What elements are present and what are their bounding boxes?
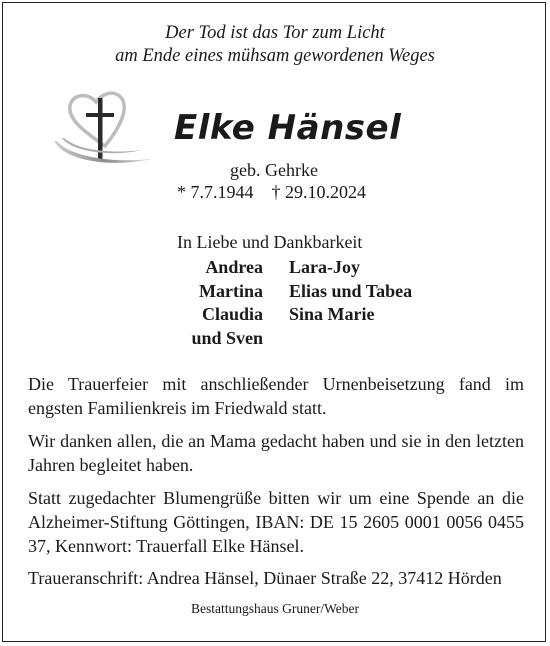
life-dates [177,181,366,203]
funeral-paragraph: Die Trauerfeier mit anschließender Urnenbeisetzung fand im engsten Familienkreis im Friedwald statt. [28,374,524,418]
mourner-name: Andrea [205,257,263,277]
mourners-right-column [289,256,412,327]
motto-line-1: Der Tod ist das Tor zum Licht [165,23,385,43]
mourner-name: Sina Marie [289,304,375,324]
mourner-name: Martina [199,280,263,301]
motto-line-2: am Ende eines mühsam gewordenen Weges [115,46,435,66]
birth-date: * 7.7.1944 [177,182,254,202]
heart-outline [70,93,124,146]
mourner-name: Elias und Tabea [289,280,413,301]
death-date: † 29.10.2024 [271,182,366,202]
cross-horizontal [86,113,114,117]
mourners-left-column [160,256,263,350]
mourner-name: Lara-Joy [289,257,360,277]
mourner-name: und Sven [191,327,263,348]
gratitude-paragraph: Wir danken allen, die an Mama gedacht haben und sie in den letzten Jahren begleitet haben. [28,431,524,475]
undertaker-credit: Bestattungshaus Gruner/Weber [191,601,359,616]
mourner-name: Claudia [201,304,263,324]
deceased-name: Elke Hänsel [174,108,402,148]
mourners-intro: In Liebe und Dankbarkeit [177,232,363,252]
donation-paragraph: Statt zugedachter Blumengrüße bitten wir um eine Spende an die Alzheimer-Stiftung Göttingen, IBAN: DE 15 2605 0001 0056 0455 37, Kennwort: Trauerfall Elke Hänsel. [28,488,524,556]
birth-name: geb. Gehrke [230,160,318,180]
mourning-address: Traueranschrift: Andrea Hänsel, Dünaer Straße 22, 37412 Hörden [28,568,502,588]
heart-cross-icon [50,88,160,178]
